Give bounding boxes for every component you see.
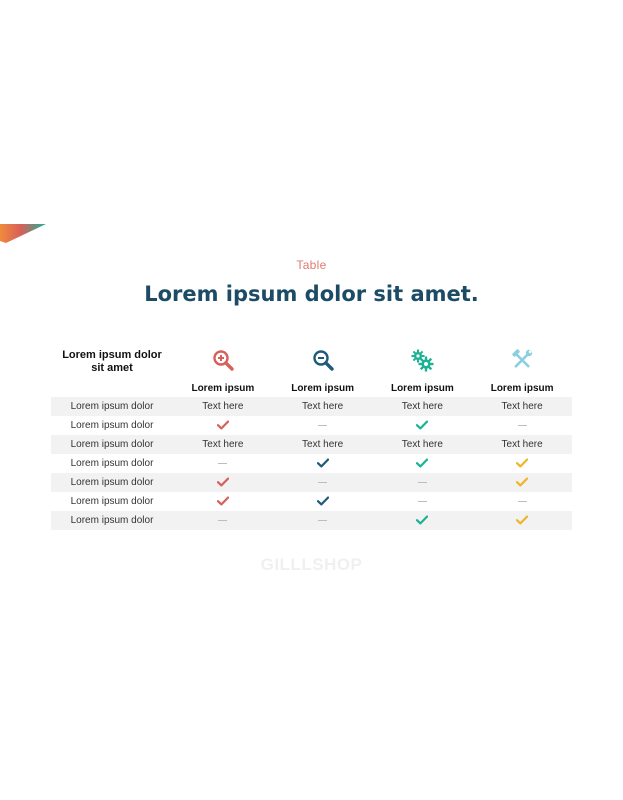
row-label: Lorem ipsum dolor: [51, 473, 173, 492]
check-cell: [373, 454, 473, 473]
table-row: [51, 454, 572, 473]
row-label: Lorem ipsum dolor: [51, 397, 173, 416]
check-cell: [273, 454, 373, 473]
text-cell: Text here: [472, 397, 572, 416]
dash-cell: [373, 473, 473, 492]
column-header: [373, 340, 473, 397]
dash-cell: [472, 492, 572, 511]
page-title: Lorem ipsum dolor sit amet.: [144, 282, 479, 306]
column-header-label: Lorem ipsum: [490, 383, 554, 394]
dash-icon: [518, 501, 527, 502]
dash-icon: [318, 482, 327, 483]
check-cell: [472, 473, 572, 492]
row-label: Lorem ipsum dolor: [51, 511, 173, 530]
row-label: Lorem ipsum dolor: [51, 435, 173, 454]
text-cell: Text here: [273, 397, 373, 416]
checkmark-icon: [217, 420, 229, 430]
dash-cell: [273, 511, 373, 530]
zoom-out-icon: [311, 348, 335, 372]
dash-icon: [518, 425, 527, 426]
text-cell: Text here: [373, 435, 473, 454]
checkmark-icon: [516, 458, 528, 468]
dash-cell: [273, 416, 373, 435]
dash-icon: [218, 520, 227, 521]
column-header: [273, 340, 373, 397]
check-cell: [173, 416, 273, 435]
comparison-table: [51, 340, 572, 530]
checkmark-icon: [416, 420, 428, 430]
watermark: GILLLSHOP: [260, 555, 363, 574]
table-header-row: [51, 340, 572, 397]
column-header-label: Lorem ipsum: [191, 383, 255, 394]
check-cell: [173, 473, 273, 492]
zoom-in-icon: [211, 348, 235, 372]
row-label: Lorem ipsum dolor: [70, 496, 154, 507]
dash-icon: [418, 482, 427, 483]
check-cell: [472, 454, 572, 473]
dash-cell: [472, 416, 572, 435]
dash-cell: [273, 473, 373, 492]
dash-icon: [318, 520, 327, 521]
text-cell: Text here: [273, 435, 373, 454]
check-cell: [373, 416, 473, 435]
checkmark-icon: [416, 515, 428, 525]
dash-icon: [318, 425, 327, 426]
table-row: [51, 511, 572, 530]
dash-cell: [373, 492, 473, 511]
checkmark-icon: [516, 477, 528, 487]
text-cell: Text here: [173, 397, 273, 416]
check-cell: [173, 492, 273, 511]
table-row: [51, 416, 572, 435]
checkmark-icon: [317, 496, 329, 506]
column-header: [173, 340, 273, 397]
checkmark-icon: [217, 477, 229, 487]
row-label: Lorem ipsum dolor: [70, 458, 154, 469]
checkmark-icon: [416, 458, 428, 468]
row-label: Lorem ipsum dolor: [70, 420, 154, 431]
column-header: [472, 340, 572, 397]
check-cell: [273, 492, 373, 511]
dash-cell: [173, 511, 273, 530]
corner-ribbon-decoration: [0, 224, 46, 244]
text-cell: Text here: [373, 397, 473, 416]
tools-icon: [510, 348, 534, 372]
gears-icon: [410, 348, 434, 372]
dash-icon: [418, 501, 427, 502]
text-cell: Text here: [173, 435, 273, 454]
checkmark-icon: [317, 458, 329, 468]
section-label: Table: [296, 258, 327, 272]
table-row: [51, 492, 572, 511]
table-row: [51, 473, 572, 492]
text-cell: Text here: [472, 435, 572, 454]
dash-cell: [173, 454, 273, 473]
checkmark-icon: [516, 515, 528, 525]
check-cell: [373, 511, 473, 530]
table-row: [51, 397, 572, 416]
check-cell: [472, 511, 572, 530]
column-header-label: Lorem ipsum: [390, 383, 454, 394]
table-row: [51, 435, 572, 454]
checkmark-icon: [217, 496, 229, 506]
table-corner-header: Lorem ipsum dolor sit amet: [62, 348, 162, 374]
table-body: [51, 397, 572, 530]
dash-icon: [218, 463, 227, 464]
column-header-label: Lorem ipsum: [291, 383, 355, 394]
